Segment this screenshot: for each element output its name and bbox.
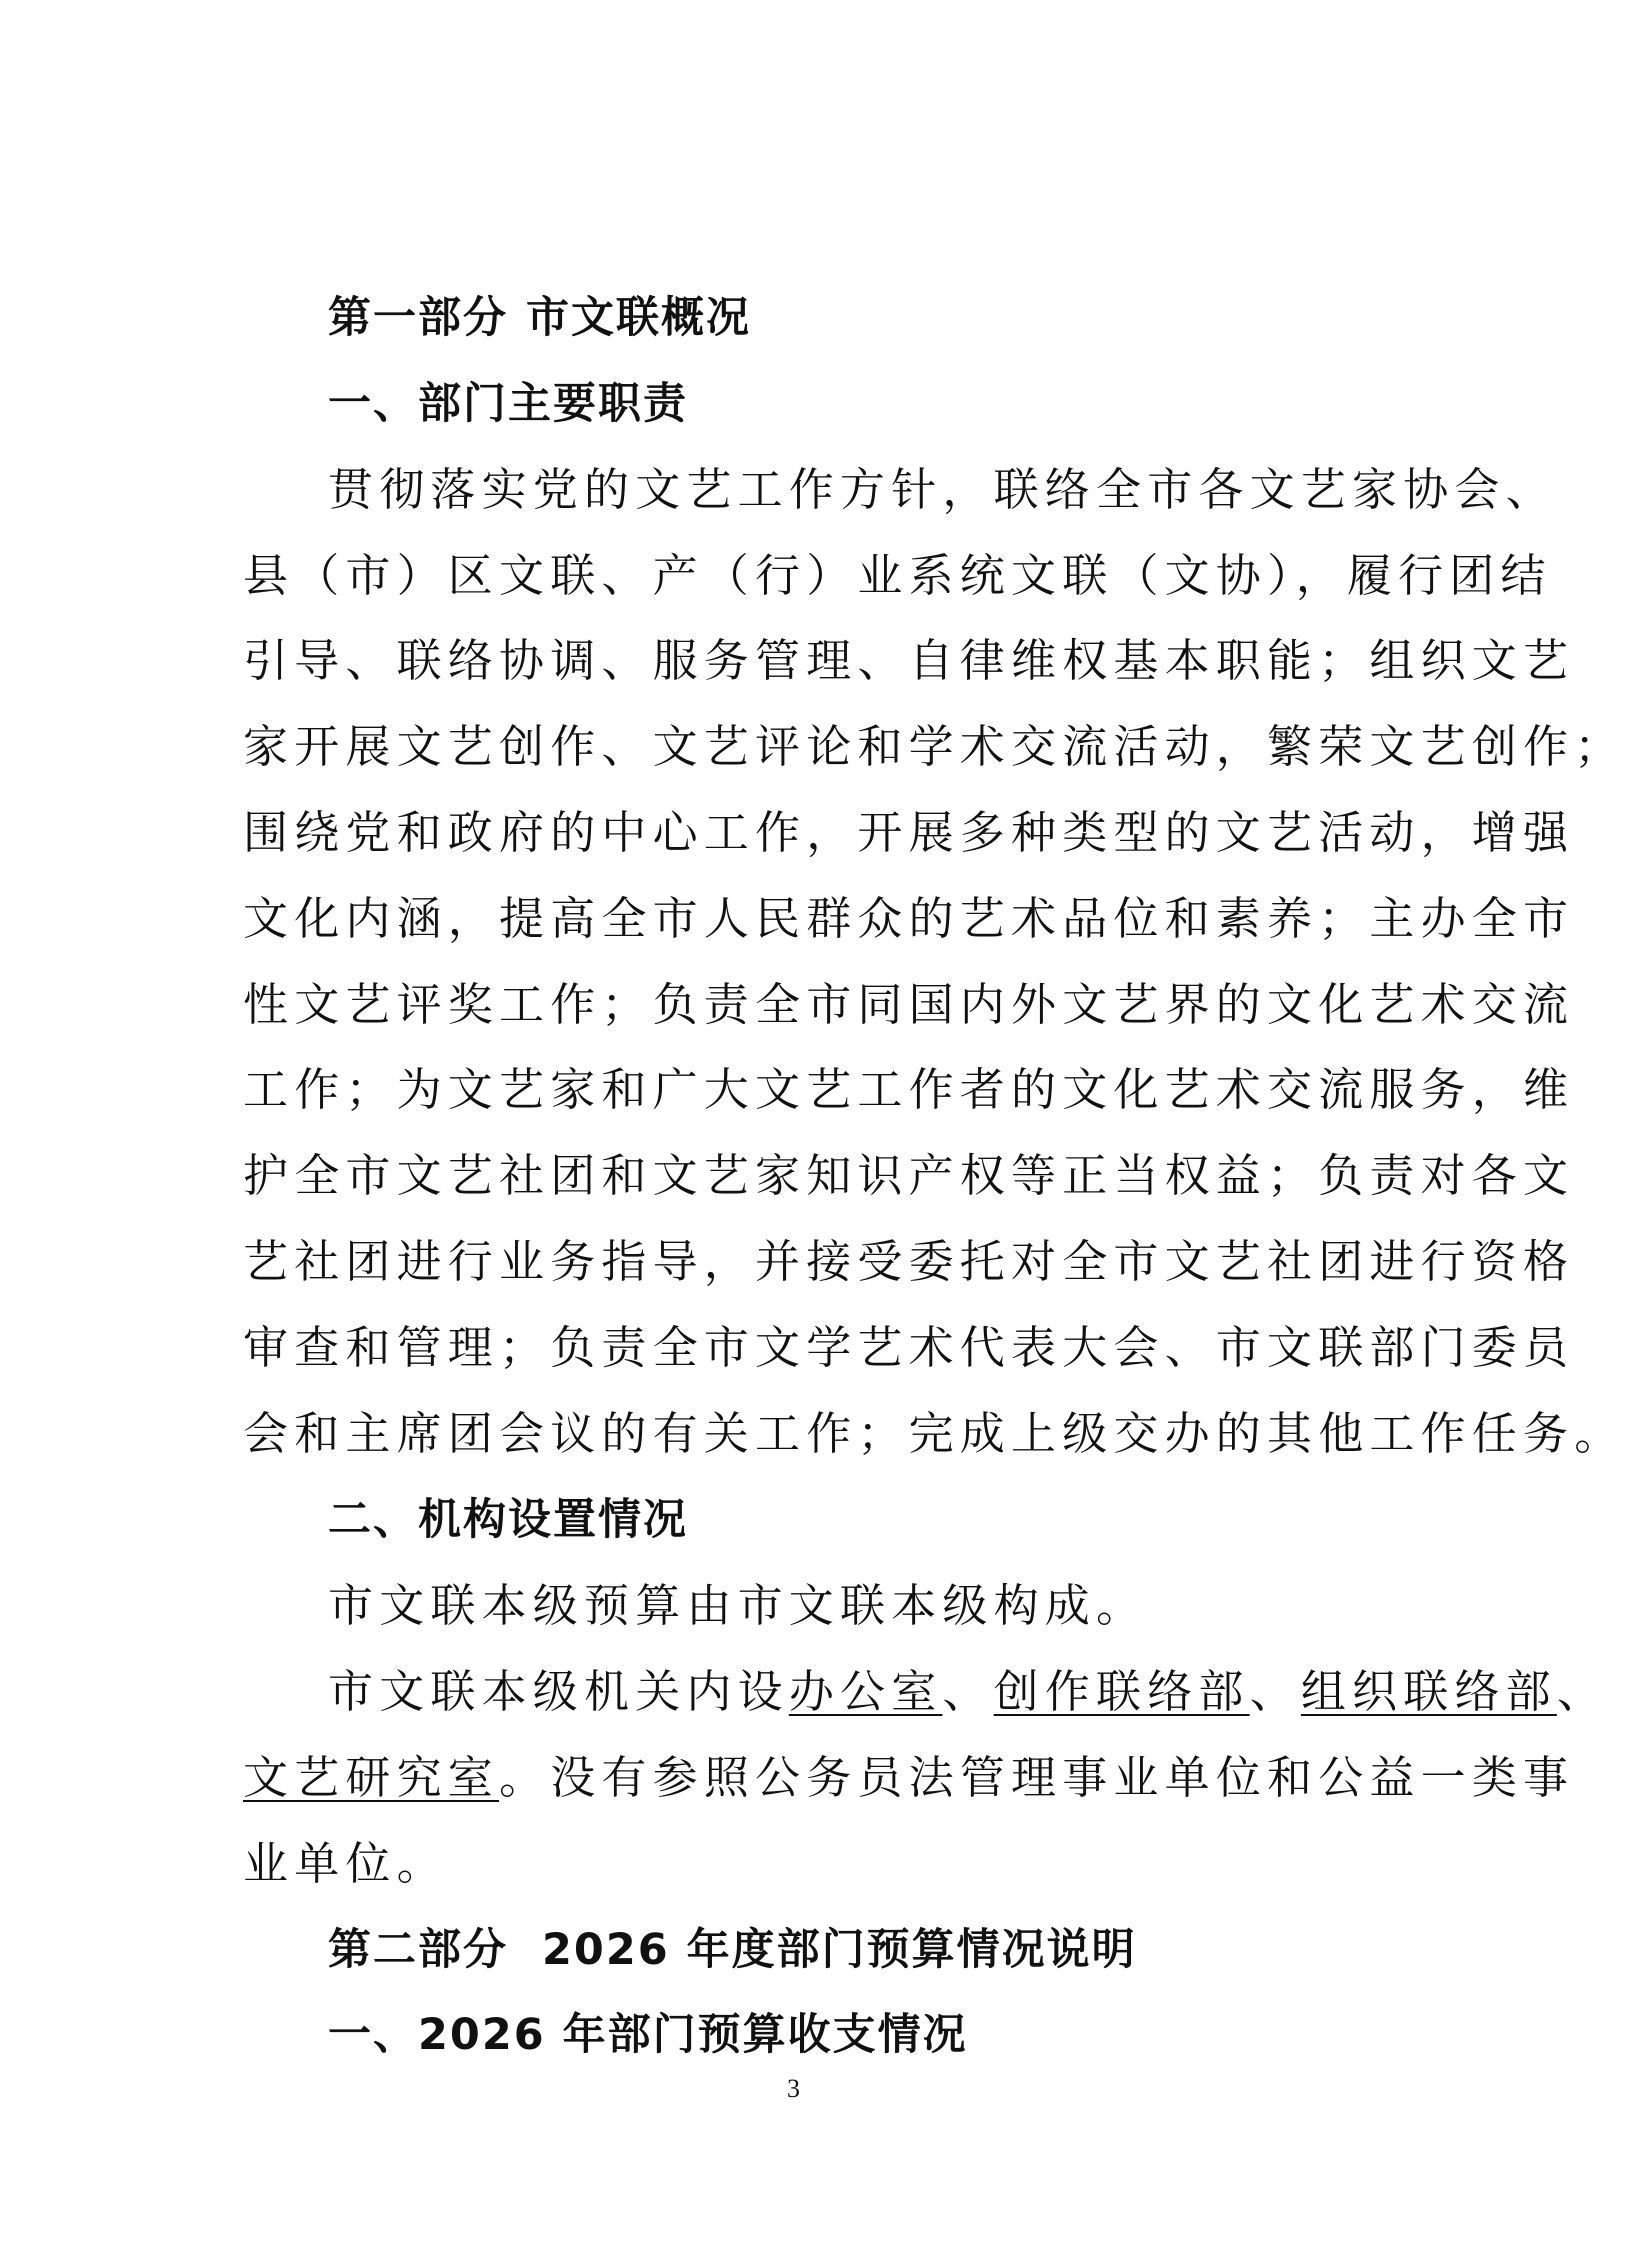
paragraph-line — [328, 1664, 1608, 1720]
paragraph-line: 业单位。 — [243, 1837, 448, 1890]
part1-heading — [328, 290, 751, 346]
org-unit-organization-liaison: 组织联络部 — [1300, 1665, 1557, 1718]
paragraph-line: 市文联本级预算由市文联本级构成。 — [328, 1579, 1148, 1632]
paragraph-line: 引导、联络协调、服务管理、自律维权基本职能；组织文艺 — [243, 634, 1575, 687]
org-unit-office: 办公室 — [788, 1665, 943, 1718]
section2-heading: 二、机构设置情况 — [328, 1495, 688, 1545]
paragraph-line: 县（市）区文联、产（行）业系统文联（文协），履行团结 — [243, 549, 1552, 602]
org-units-intro: 市文联本级机关内设 — [328, 1665, 789, 1718]
paragraph-line: 贯彻落实党的文艺工作方针，联络全市各文艺家协会、 — [328, 463, 1557, 516]
paragraph-line: 工作；为文艺家和广大文艺工作者的文化艺术交流服务，维 — [243, 1063, 1575, 1116]
paragraph-line: 护全市文艺社团和文艺家知识产权等正当权益；负责对各文 — [243, 1149, 1575, 1202]
section1-heading: 一、部门主要职责 — [328, 379, 688, 429]
paragraph-line: 会和主席团会议的有关工作；完成上级交办的其他工作任务。 — [243, 1407, 1625, 1460]
part2-heading — [328, 1922, 1137, 1978]
part1-label: 第一部分 — [328, 293, 508, 343]
org-unit-art-research: 文艺研究室 — [243, 1751, 500, 1804]
paragraph-line — [243, 1750, 1574, 1806]
paragraph-line: 审查和管理；负责全市文学艺术代表大会、市文联部门委员 — [243, 1321, 1575, 1374]
separator: 、 — [1249, 1665, 1301, 1718]
section3-heading: 一、2026 年部门预算收支情况 — [328, 2010, 968, 2060]
part2-title: 2026 年度部门预算情况说明 — [542, 1925, 1137, 1975]
page-number: 3 — [787, 2074, 800, 2103]
paragraph-line: 围绕党和政府的中心工作，开展多种类型的文艺活动，增强 — [243, 806, 1575, 859]
org-unit-creation-liaison: 创作联络部 — [993, 1665, 1250, 1718]
part2-label: 第二部分 — [328, 1925, 508, 1975]
separator: 、 — [942, 1665, 994, 1718]
separator: 、 — [1556, 1665, 1609, 1718]
part1-title: 市文联概况 — [526, 293, 751, 343]
paragraph-line: 性文艺评奖工作；负责全市同国内外文艺界的文化艺术交流 — [243, 978, 1575, 1031]
paragraph-line: 家开展文艺创作、文艺评论和学术交流活动，繁荣文艺创作； — [243, 720, 1625, 773]
paragraph-line: 艺社团进行业务指导，并接受委托对全市文艺社团进行资格 — [243, 1235, 1575, 1288]
paragraph-line: 文化内涵，提高全市人民群众的艺术品位和素养；主办全市 — [243, 892, 1575, 945]
paragraph-text: 。没有参照公务员法管理事业单位和公益一类事 — [499, 1751, 1575, 1804]
